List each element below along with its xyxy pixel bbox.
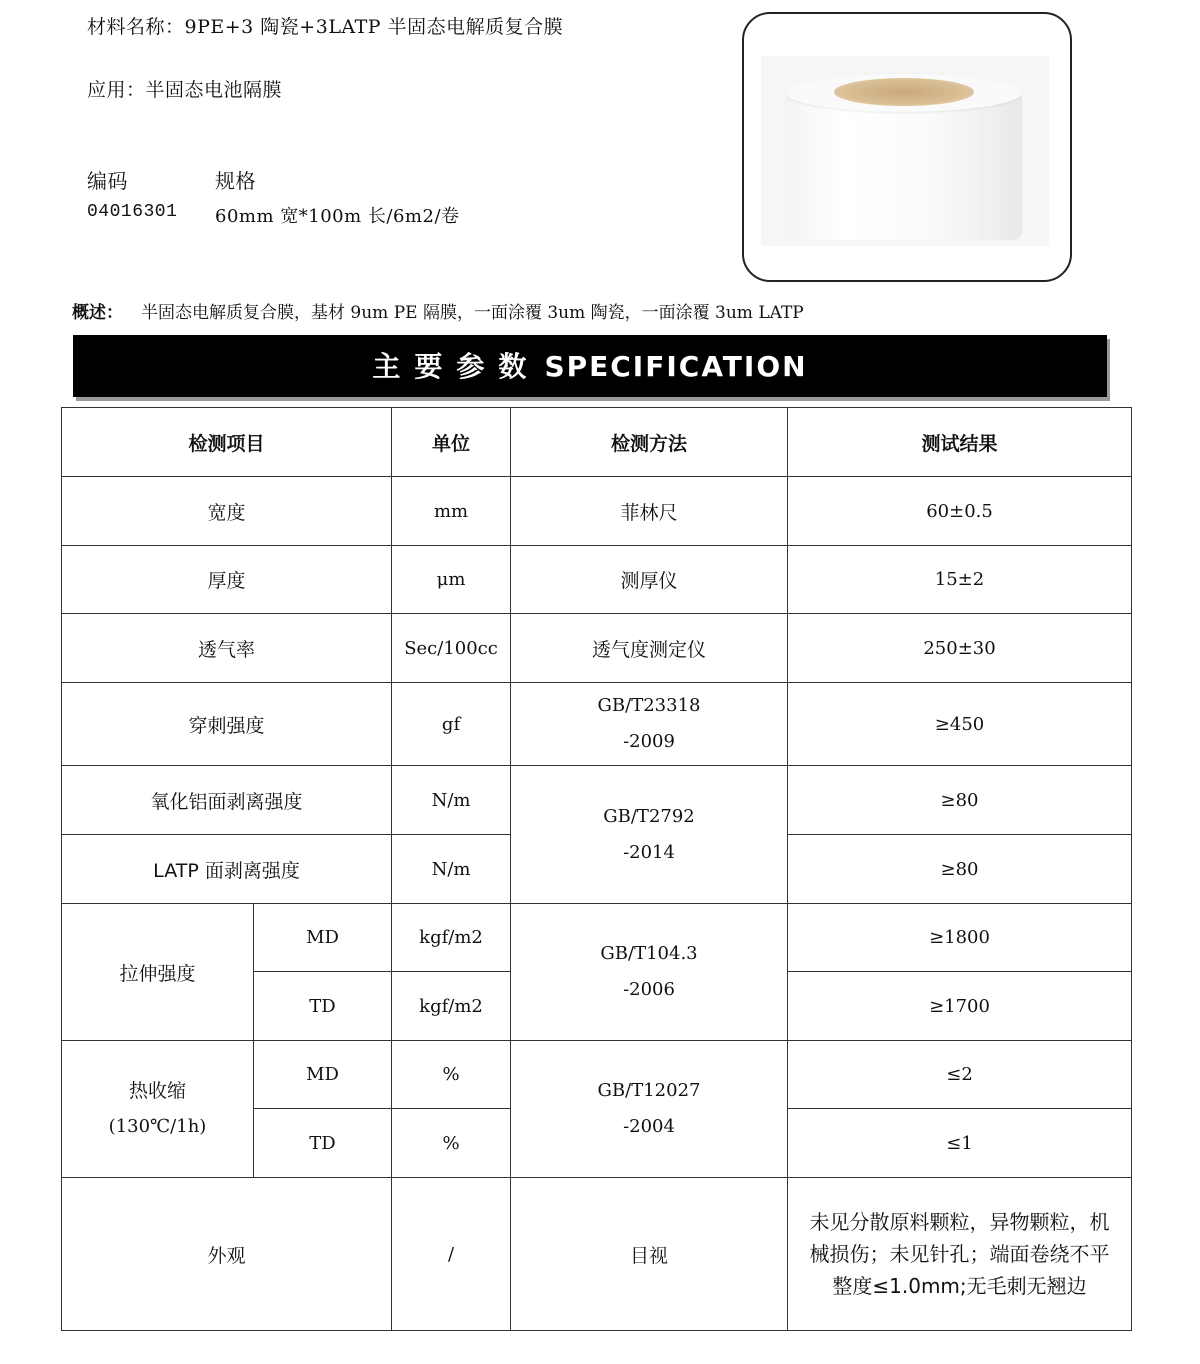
item-cell: 外观 xyxy=(62,1178,392,1331)
result-line-3: 整度≤1.0mm;无毛刺无翘边 xyxy=(832,1274,1087,1298)
paper-core xyxy=(834,78,974,106)
item-cell: 厚度 xyxy=(62,546,392,614)
unit-cell: gf xyxy=(392,683,511,766)
direction-cell: TD xyxy=(254,972,392,1041)
overview xyxy=(72,298,804,323)
method-cell: 菲林尺 xyxy=(511,477,788,546)
method-line-1: GB/T104.3 xyxy=(600,943,698,964)
unit-cell: N/m xyxy=(392,766,511,835)
result-cell: ≥450 xyxy=(788,683,1132,766)
method-cell xyxy=(511,904,788,1041)
table-row xyxy=(62,766,1132,835)
code-label: 编码 xyxy=(87,169,128,193)
item-cell: 宽度 xyxy=(62,477,392,546)
method-line-1: GB/T2792 xyxy=(603,805,695,827)
table-row xyxy=(62,1041,1132,1109)
header-result: 测试结果 xyxy=(788,408,1132,477)
table-row xyxy=(62,683,1132,766)
result-cell: ≥1700 xyxy=(788,972,1132,1041)
product-image xyxy=(742,12,1072,282)
method-line-1: GB/T12027 xyxy=(597,1080,701,1101)
spec-value: 60mm 宽*100m 长/6m2/卷 xyxy=(215,206,460,227)
table-row xyxy=(62,1178,1132,1331)
result-cell: ≥80 xyxy=(788,835,1132,904)
result-cell: ≥80 xyxy=(788,766,1132,835)
table-row xyxy=(62,614,1132,683)
unit-cell: N/m xyxy=(392,835,511,904)
table-header-row xyxy=(62,408,1132,477)
spec-label: 规格 xyxy=(215,169,256,193)
result-line-1: 未见分散原料颗粒，异物颗粒，机 xyxy=(809,1210,1110,1234)
unit-cell: mm xyxy=(392,477,511,546)
result-cell: 15±2 xyxy=(788,546,1132,614)
table-row xyxy=(62,904,1132,972)
item-cell: 氧化铝面剥离强度 xyxy=(62,766,392,835)
direction-cell: TD xyxy=(254,1109,392,1178)
table-row xyxy=(62,546,1132,614)
specification-table xyxy=(61,407,1131,1331)
material-label: 材料名称： xyxy=(87,16,185,38)
application-value: 半固态电池隔膜 xyxy=(145,79,283,101)
film-roll-body xyxy=(786,90,1022,240)
unit-cell: kgf/m2 xyxy=(392,972,511,1041)
method-cell xyxy=(511,766,788,904)
item-cell: LATP 面剥离强度 xyxy=(62,835,392,904)
material-value: 9PE+3 陶瓷+3LATP 半固态电解质复合膜 xyxy=(184,16,564,38)
item-line-1: 热收缩 xyxy=(128,1080,186,1102)
unit-cell: / xyxy=(392,1178,511,1331)
banner-zh: 主要参数 xyxy=(372,350,541,383)
specification-banner xyxy=(73,335,1107,397)
method-cell: 测厚仪 xyxy=(511,546,788,614)
method-line-2: -2009 xyxy=(623,731,675,752)
item-cell: 穿刺强度 xyxy=(62,683,392,766)
unit-cell: % xyxy=(392,1041,511,1109)
application-label: 应用： xyxy=(87,79,146,101)
header-method: 检测方法 xyxy=(511,408,788,477)
overview-text: 半固态电解质复合膜，基材 9um PE 隔膜，一面涂覆 3um 陶瓷，一面涂覆 3um LATP xyxy=(141,303,804,323)
unit-cell: kgf/m2 xyxy=(392,904,511,972)
table-row xyxy=(62,477,1132,546)
result-cell xyxy=(788,1178,1132,1331)
result-line-2: 械损伤；未见针孔；端面卷绕不平 xyxy=(809,1242,1110,1266)
header-item: 检测项目 xyxy=(62,408,392,477)
header-unit: 单位 xyxy=(392,408,511,477)
application-line xyxy=(87,75,282,102)
unit-cell: % xyxy=(392,1109,511,1178)
banner-en: SPECIFICATION xyxy=(544,350,808,383)
method-line-2: -2004 xyxy=(623,1116,675,1137)
overview-label: 概述： xyxy=(72,303,123,323)
result-cell: ≤2 xyxy=(788,1041,1132,1109)
result-cell: ≤1 xyxy=(788,1109,1132,1178)
unit-cell: μm xyxy=(392,546,511,614)
item-cell: 透气率 xyxy=(62,614,392,683)
result-cell: ≥1800 xyxy=(788,904,1132,972)
item-line-2: (130℃/1h) xyxy=(108,1116,207,1137)
result-cell: 60±0.5 xyxy=(788,477,1132,546)
method-cell: 目视 xyxy=(511,1178,788,1331)
direction-cell: MD xyxy=(254,904,392,972)
result-cell: 250±30 xyxy=(788,614,1132,683)
unit-cell: Sec/100cc xyxy=(392,614,511,683)
method-line-1: GB/T23318 xyxy=(597,695,701,716)
item-cell: 拉伸强度 xyxy=(62,904,254,1041)
method-cell xyxy=(511,683,788,766)
method-cell: 透气度测定仪 xyxy=(511,614,788,683)
code-value: 04016301 xyxy=(87,202,178,222)
method-line-2: -2014 xyxy=(623,841,675,863)
method-cell xyxy=(511,1041,788,1178)
method-line-2: -2006 xyxy=(623,979,675,1000)
direction-cell: MD xyxy=(254,1041,392,1109)
item-cell xyxy=(62,1041,254,1178)
material-name-line xyxy=(87,12,563,39)
